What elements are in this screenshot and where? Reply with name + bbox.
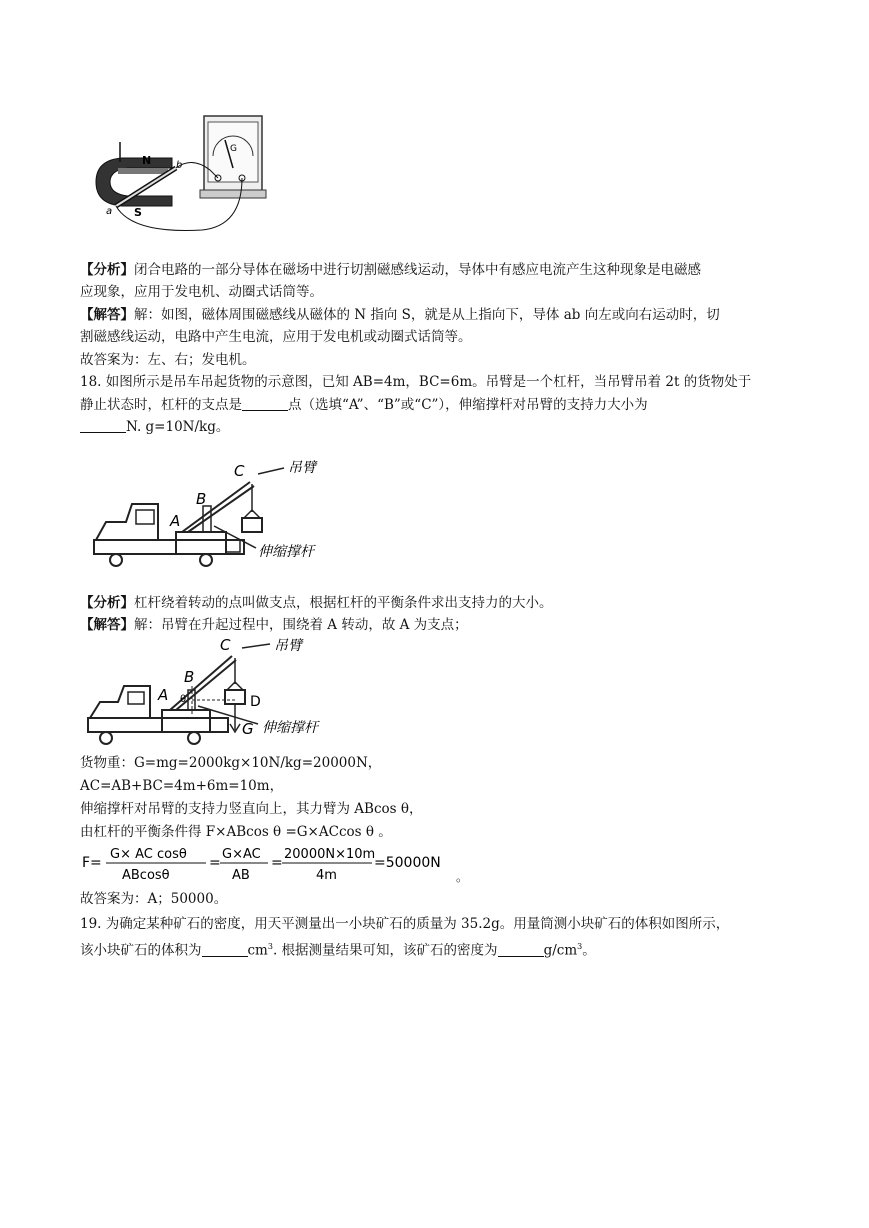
answer-blank-force bbox=[80, 418, 126, 433]
q17-analysis-line-1 bbox=[80, 259, 800, 281]
q18-analysis-line bbox=[80, 592, 800, 614]
formula-lhs: F= bbox=[82, 855, 102, 871]
q17-solution-line-2: 割磁感线运动，电路中产生电流，应用于发电机或动圈式话筒等。 bbox=[80, 329, 472, 345]
q19-stem-2a: 该小块矿石的体积为 bbox=[80, 942, 202, 959]
q18-stem-line-1: 18. 如图所示是吊车吊起货物的示意图，已知 AB=4m，BC=6m。吊臂是一个杠杆，当吊臂吊着 2t 的货物处于 bbox=[80, 374, 752, 390]
galvanometer-label: G bbox=[230, 144, 237, 154]
formula-frac1-den: ABcosθ bbox=[122, 868, 170, 883]
solution-tag: 【解答】 bbox=[80, 307, 134, 323]
q19-stem-2e: 。 bbox=[582, 942, 596, 959]
q19-stem-line-2 bbox=[80, 936, 800, 962]
formula-frac2-den: AB bbox=[232, 868, 250, 883]
q18-stem-line-3 bbox=[80, 416, 800, 438]
answer-blank-pivot bbox=[242, 396, 288, 411]
point-a-label: a bbox=[106, 206, 113, 217]
point-c-label: C bbox=[220, 636, 231, 654]
induction-figure bbox=[92, 106, 272, 246]
point-b-label: b bbox=[176, 160, 183, 171]
q17-analysis-line-2: 应现象，应用于发电机、动圈式话筒等。 bbox=[80, 284, 323, 300]
q19-unit-cm: cm bbox=[247, 942, 268, 959]
q18-calc-line-1: 货物重：G=mg=2000kg×10N/kg=20000N， bbox=[80, 755, 382, 771]
strut-label: 伸缩撑杆 bbox=[262, 720, 318, 736]
q18-stem-2a: 静止状态时，杠杆的支点是 bbox=[80, 397, 242, 413]
gravity-label: G bbox=[242, 720, 254, 738]
q17-answer: 故答案为：左、右；发电机。 bbox=[80, 352, 256, 368]
q18-stem-line-2 bbox=[80, 394, 800, 416]
q19-unit-cm-sup: 3 bbox=[267, 942, 273, 951]
formula-result: =50000N bbox=[374, 855, 441, 871]
q19-stem-2c: . 根据测量结果可知，该矿石的密度为 bbox=[272, 942, 498, 959]
crane-figure-2 bbox=[80, 634, 350, 752]
q19-unit-gcm-sup: 3 bbox=[577, 942, 583, 951]
point-b-label: B bbox=[184, 668, 195, 686]
q17-analysis-text-1: 闭合电路的一部分导体在磁场中进行切割磁感线运动，导体中有感应电流产生这种现象是电磁感 bbox=[134, 262, 701, 278]
q18-solution-text: 解：吊臂在升起过程中，围绕着 A 转动，故 A 为支点； bbox=[134, 617, 468, 633]
crane-figure-1 bbox=[86, 444, 376, 578]
formula-eq1: = bbox=[209, 855, 221, 871]
boom-label: 吊臂 bbox=[274, 638, 302, 654]
formula-frac3-num: 20000N×10m bbox=[284, 847, 376, 862]
south-pole-label: S bbox=[134, 206, 142, 219]
q18-stem-3: N. g=10N/kg。 bbox=[126, 419, 230, 435]
answer-blank-density bbox=[498, 942, 544, 957]
lever-formula bbox=[82, 845, 482, 885]
q18-answer: 故答案为：A；50000。 bbox=[80, 891, 228, 907]
boom-label: 吊臂 bbox=[288, 460, 316, 476]
point-d-label: D bbox=[250, 694, 261, 710]
theta-label: θ bbox=[180, 694, 187, 705]
q18-calc-line-3: 伸缩撑杆对吊臂的支持力竖直向上，其力臂为 ABcos θ， bbox=[80, 801, 423, 817]
answer-blank-volume bbox=[202, 942, 248, 957]
q18-calc-line-2: AC=AB+BC=4m+6m=10m， bbox=[80, 778, 284, 794]
point-b-label: B bbox=[196, 490, 207, 508]
analysis-tag: 【分析】 bbox=[80, 595, 134, 611]
strut-label: 伸缩撑杆 bbox=[258, 544, 314, 560]
q18-analysis-text: 杠杆绕着转动的点叫做支点，根据杠杆的平衡条件求出支持力的大小。 bbox=[134, 595, 553, 611]
point-a-label: A bbox=[158, 686, 169, 704]
point-a-label: A bbox=[170, 512, 181, 530]
solution-tag: 【解答】 bbox=[80, 617, 134, 633]
q17-solution-text-1: 解：如图，磁体周围磁感线从磁体的 N 指向 S，就是从上指向下，导体 ab 向左或向右运动时，切 bbox=[134, 307, 720, 323]
q18-solution-line bbox=[80, 614, 800, 636]
formula-frac2-num: G×AC bbox=[222, 847, 261, 862]
q19-unit-gcm: g/cm bbox=[543, 942, 578, 959]
point-c-label: C bbox=[234, 462, 245, 480]
formula-frac1-num: G× AC cosθ bbox=[110, 847, 187, 862]
formula-frac3-den: 4m bbox=[316, 868, 337, 883]
analysis-tag: 【分析】 bbox=[80, 262, 134, 278]
north-pole-label: N bbox=[142, 154, 152, 167]
q19-stem-line-1: 19. 为确定某种矿石的密度，用天平测量出一小块矿石的质量为 35.2g。用量筒测小块矿石的体积如图所示， bbox=[80, 916, 730, 932]
formula-eq2: = bbox=[271, 855, 283, 871]
q18-calc-line-4: 由杠杆的平衡条件得 F×ABcos θ =G×ACcos θ 。 bbox=[80, 824, 392, 840]
q17-solution-line-1 bbox=[80, 304, 800, 326]
formula-end: 。 bbox=[456, 870, 469, 884]
q18-stem-2b: 点（选填“A”、“B”或“C”），伸缩撑杆对吊臂的支持力大小为 bbox=[288, 397, 648, 413]
